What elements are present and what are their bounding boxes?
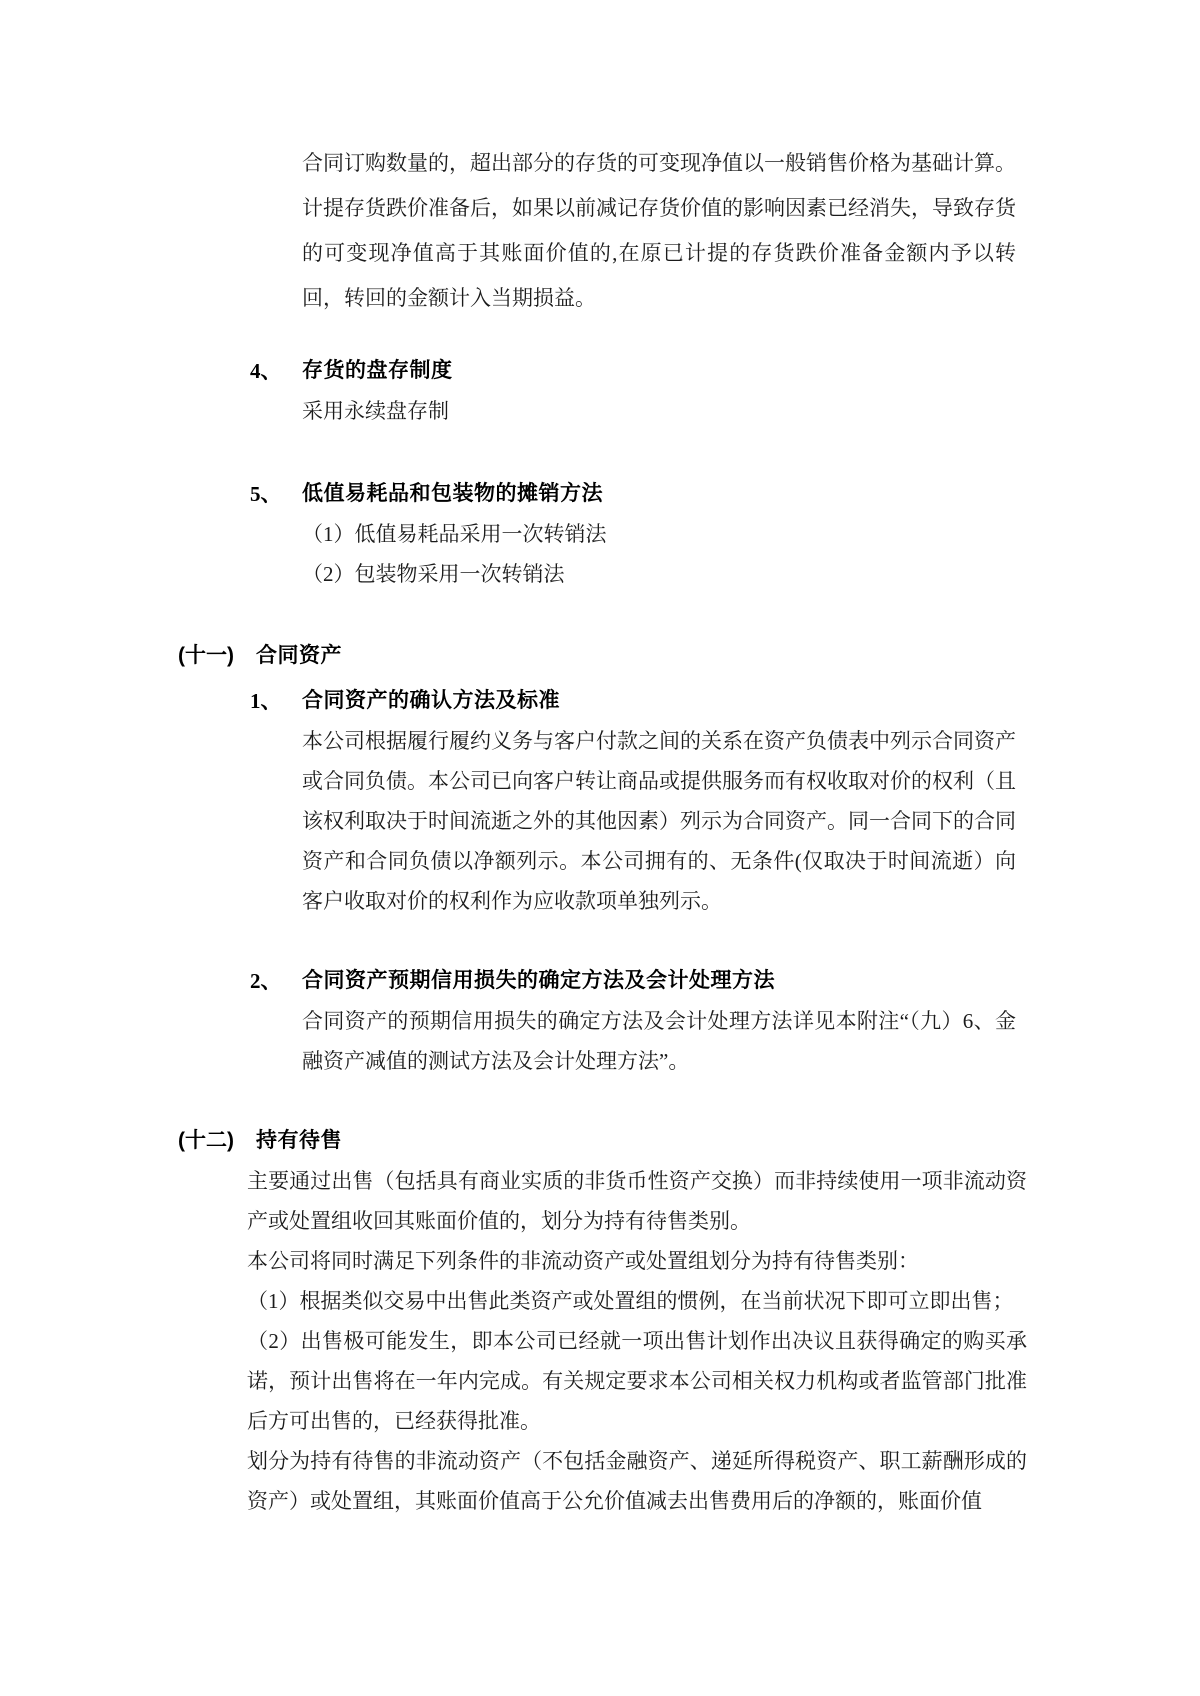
section11-title: 合同资产 [256,644,342,667]
item5-point2: （2）包装物采用一次转销法 [302,562,565,586]
item5-number: 5、 [250,482,282,506]
section12-label: (十二) [178,1129,234,1152]
section11-item2-title: 合同资产预期信用损失的确定方法及会计处理方法 [302,969,775,992]
section12-para5: 划分为持有待售的非流动资产（不包括金融资产、递延所得税资产、职工薪酬形成的资产）或处置组，其账面价值高于公允价值减去出售费用后的净额的，账面价值 [247,1449,1027,1513]
section11-label: (十一) [178,644,234,667]
section11-item2-number: 2、 [250,969,282,993]
section11-item1-title: 合同资产的确认方法及标准 [302,689,560,712]
section12-para3: （1）根据类似交易中出售此类资产或处置组的惯例，在当前状况下即可立即出售； [247,1289,1014,1313]
section11-item1-body: 本公司根据履行履约义务与客户付款之间的关系在资产负债表中列示合同资产或合同负债。本公司已向客户转让商品或提供服务而有权收取对价的权利（且该权利取决于时间流逝之外的其他因素）列示为合同资产。同一合同下的合同资产和合同负债以净额列示。本公司拥有的、无条件(仅取决于时间流逝）向客户收取对价的权利作为应收款项单独列示。 [302,729,1016,913]
section11-item2-heading [250,961,1200,1001]
item4-title: 存货的盘存制度 [302,359,453,382]
section12-title: 持有待售 [256,1129,342,1152]
item5-point1: （1）低值易耗品采用一次转销法 [302,522,607,546]
item4-heading [250,351,1200,391]
section11-heading [178,636,1200,676]
section11-item2-body: 合同资产的预期信用损失的确定方法及会计处理方法详见本附注“（九）6、金融资产减值的测试方法及会计处理方法”。 [302,1009,1016,1073]
item4-number: 4、 [250,359,282,383]
item5-title: 低值易耗品和包装物的摊销方法 [302,482,603,505]
section11-item1-heading [250,681,1200,721]
item4-body: 采用永续盘存制 [302,399,449,423]
section11-item1-number: 1、 [250,689,282,713]
section12-para4: （2）出售极可能发生，即本公司已经就一项出售计划作出决议且获得确定的购买承诺，预计出售将在一年内完成。有关规定要求本公司相关权力机构或者监管部门批准后方可出售的，已经获得批准。 [247,1329,1027,1433]
item5-heading [250,474,1200,514]
section12-para2: 本公司将同时满足下列条件的非流动资产或处置组划分为持有待售类别： [247,1249,919,1273]
section12-para1: 主要通过出售（包括具有商业实质的非货币性资产交换）而非持续使用一项非流动资产或处置组收回其账面价值的，划分为持有待售类别。 [247,1169,1027,1233]
intro-paragraph: 合同订购数量的，超出部分的存货的可变现净值以一般销售价格为基础计算。计提存货跌价准备后，如果以前减记存货价值的影响因素已经消失，导致存货的可变现净值高于其账面价值的,在原已计提的存货跌价准备金额内予以转回，转回的金额计入当期损益。 [302,151,1016,310]
section12-heading [178,1121,1200,1161]
